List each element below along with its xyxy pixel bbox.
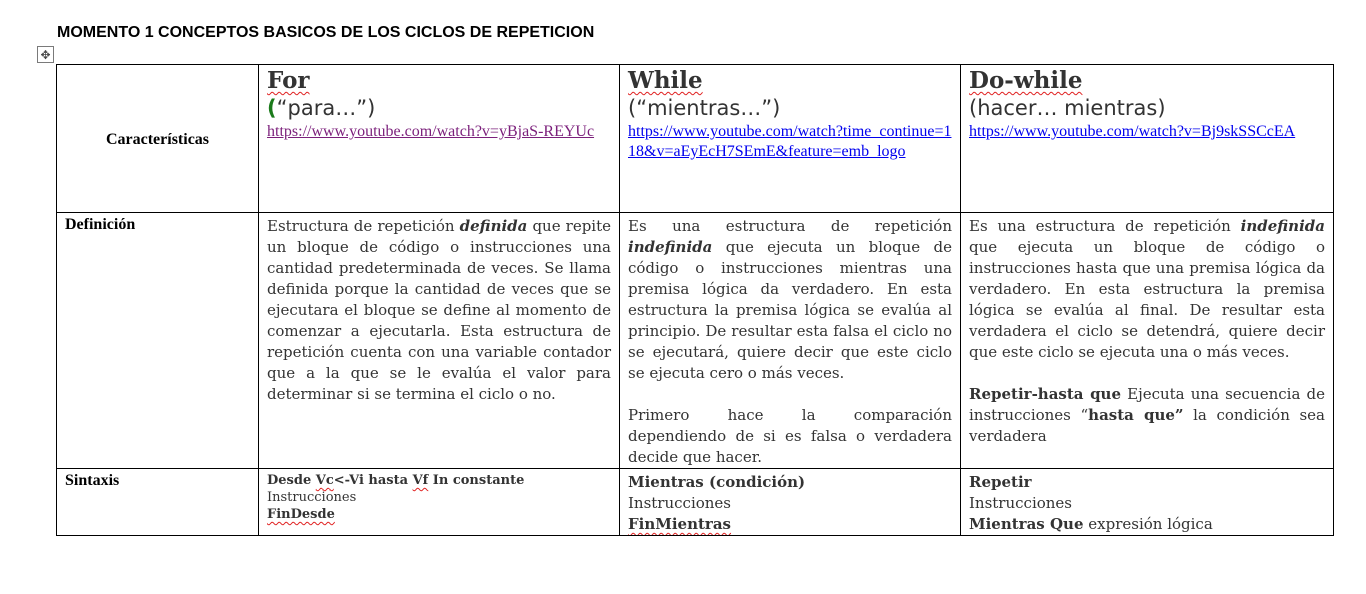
while-syntax-line-3: FinMientras [628,515,732,533]
while-title: While [628,67,703,94]
while-header-cell [620,65,961,213]
characteristics-label: Características [105,131,210,148]
while-subtitle: (“mientras…”) [628,96,781,120]
while-syntax-cell [620,469,961,536]
while-syntax-line-1: Mientras (condición) [628,473,806,491]
syntax-label: Sintaxis [65,472,120,489]
for-title: For [267,67,310,94]
dowhile-definition-cell [961,213,1334,469]
syntax-row [57,469,1334,536]
while-definition-cell [620,213,961,469]
for-definition-cell [259,213,620,469]
dowhile-syntax-line-1: Repetir [969,473,1032,491]
definition-label-cell [57,213,259,469]
page-title: MOMENTO 1 CONCEPTOS BASICOS DE LOS CICLOS DE REPETICION [57,24,595,41]
loops-comparison-table [56,64,1334,536]
for-video-link[interactable]: https://www.youtube.com/watch?v=yBjaS-REYUc [267,123,595,140]
syntax-label-cell [57,469,259,536]
for-definition-text: Estructura de repetición definida que repite un bloque de código o instrucciones una cantidad predeterminada de veces. Se llama definida porque la cantidad de veces que se ejecutara el bloque se define al momento de comenzar a ejecutarla. Esta estructura de repetición cuenta con una variable contador que a la que se le evalúa el valor para determinar si se termina el ciclo o no. [267,217,611,403]
dowhile-subtitle: (hacer… mientras) [969,96,1166,120]
header-label-cell [57,65,259,213]
for-syntax-cell [259,469,620,536]
for-header-cell [259,65,620,213]
move-arrows-icon: ✥ [40,47,51,62]
for-syntax-line-3: FinDesde [267,507,335,522]
header-row [57,65,1334,213]
while-video-link[interactable]: https://www.youtube.com/watch?time_continue=118&v=aEyEcH7SEmE&feature=emb_logo [628,123,952,160]
dowhile-video-link[interactable]: https://www.youtube.com/watch?v=Bj9skSSCcEA [969,123,1296,140]
table-move-handle[interactable] [37,46,54,63]
dowhile-definition-note: Repetir-hasta que Ejecuta una secuencia de instrucciones “hasta que” la condición sea verdadera [969,385,1325,445]
while-definition-text: Es una estructura de repetición indefinida que ejecuta un bloque de código o instrucciones mientras una premisa lógica da verdadero. En esta estructura la premisa lógica se evalúa al principio. De resultar esta falsa el ciclo no se ejecutará, quiere decir que este ciclo se ejecuta cero o más veces. [628,217,952,382]
while-syntax-line-2: Instrucciones [628,494,732,512]
definition-label: Definición [65,216,136,233]
dowhile-definition-text: Es una estructura de repetición indefinida que ejecuta un bloque de código o instrucciones hasta que una premisa lógica da verdadero. En esta estructura la premisa lógica se evalúa al final. De resultar esta verdadera el ciclo se detendrá, quiere decir que este ciclo se ejecuta una o más veces. [969,217,1325,361]
dowhile-header-cell [961,65,1334,213]
for-syntax-line-1: Desde Vc<-Vi hasta Vf In constante [267,473,525,488]
dowhile-syntax-line-3: Mientras Que expresión lógica [969,515,1213,533]
for-syntax-line-2: Instrucciones [267,490,357,505]
for-subtitle: (“para…”) [267,96,376,120]
while-definition-note: Primero hace la comparación dependiendo de si es falsa o verdadera decide que hacer. [628,406,952,466]
dowhile-syntax-cell [961,469,1334,536]
definition-row [57,213,1334,469]
dowhile-title: Do-while [969,67,1083,94]
dowhile-syntax-line-2: Instrucciones [969,494,1073,512]
